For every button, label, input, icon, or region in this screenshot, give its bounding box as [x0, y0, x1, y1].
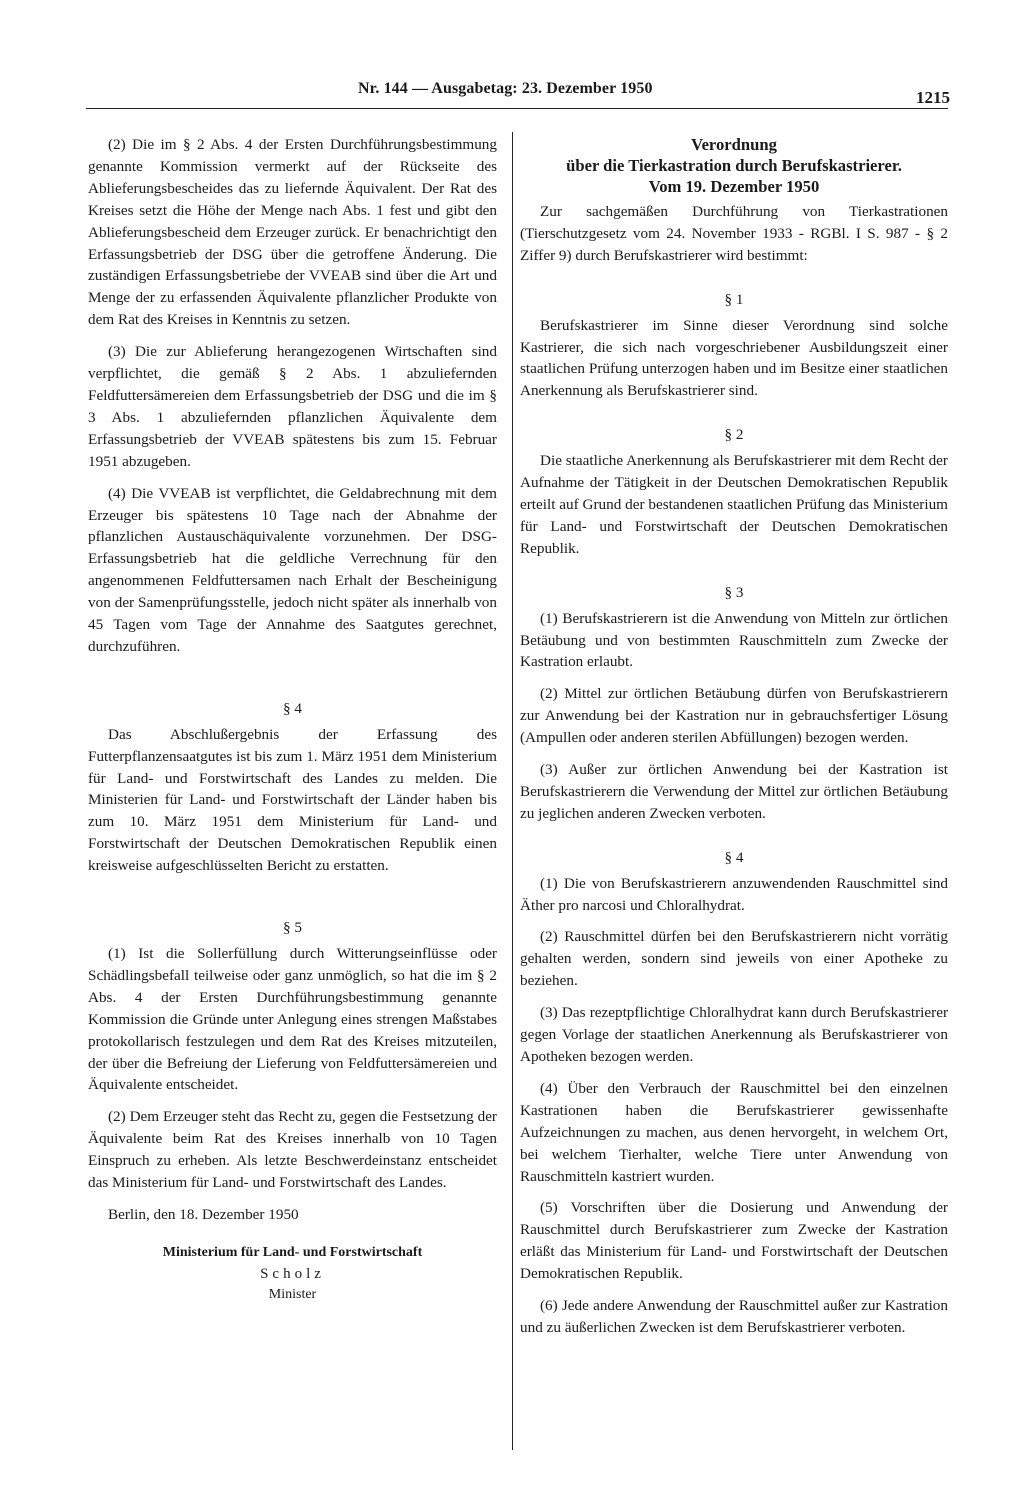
signature-role: Minister — [268, 1286, 317, 1302]
paragraph: (3) Die zur Ablieferung herangezogenen Wirtschaften sind verpflichtet, die gemäß § 2 Abs. 1 abzuliefernden Feldfuttersämereien dem Erfassungsbetrieb der DSG und die im § 3 Abs. 1 abzuliefernden pflanzlichen Äquivalente dem Erfassungsbetrieb der VVEAB spätestens bis zum 15. Februar 1951 abzugeben. — [88, 343, 497, 470]
signature-organization: Ministerium für Land- und Forstwirtschaft — [162, 1244, 423, 1260]
section-heading: § 5 — [283, 919, 302, 937]
paragraph: (2) Rauschmittel dürfen bei den Berufskastrierern nicht vorrätig gehalten werden, sondern sind jeweils von einer Apotheke zu beziehen. — [520, 928, 948, 990]
paragraph: Berufskastrierer im Sinne dieser Verordnung sind solche Kastrierer, die sich nach vorgeschriebener Ausbildungszeit einer staatlichen Prüfung unterzogen haben und im Besitze einer staatlichen Anerkennung als Berufskastrierer sind. — [520, 316, 948, 400]
paragraph: Das Abschlußergebnis der Erfassung des Futterpflanzensaatgutes ist bis zum 1. März 1951 dem Ministerium für Land- und Forstwirtschaft des Landes zu melden. Die Ministerien für Land- und Forstwirtschaft der Länder haben bis zum 10. März 1951 dem Ministerium für Land- und Forstwirtschaft der Deutschen Demokratischen Republik einen kreisweise aufgeschlüsselten Bericht zu erstatten. — [88, 725, 497, 875]
signature-name: Scholz — [260, 1265, 325, 1282]
paragraph: Die staatliche Anerkennung als Berufskastrierer mit dem Recht der Aufnahme der Tätigkeit in der Deutschen Demokratischen Republik erteilt auf Grund der bestandenen staatlichen Prüfung das Ministerium für Land- und Forstwirtschaft der Deutschen Demokratischen Republik. — [520, 452, 948, 557]
paragraph: (3) Außer zur örtlichen Anwendung bei der Kastration ist Berufskastrierern die Verwendung der Mittel zur örtlichen Betäubung zu jeglichen anderen Zwecken verboten. — [520, 761, 948, 822]
ordinance-title: Verordnung — [691, 135, 777, 154]
section-heading: § 4 — [283, 699, 302, 717]
paragraph: Zur sachgemäßen Durchführung von Tierkastrationen (Tierschutzgesetz vom 24. November 1933 - RGBl. I S. 987 - § 2 Ziffer 9) durch Berufskastrierer wird bestimmt: — [520, 203, 948, 264]
paragraph: (2) Mittel zur örtlichen Betäubung dürfen von Berufskastrierern zur Anwendung bei der Kastration nur in gebrauchsfertiger Lösung (Ampullen oder anderen sterilen Abfüllungen) bezogen werden. — [520, 685, 948, 747]
paragraph: (3) Das rezeptpflichtige Chloralhydrat kann durch Berufskastrierer gegen Vorlage der staatlichen Anerkennung als Berufskastrierer von Apotheken bezogen werden. — [520, 1004, 948, 1065]
paragraph: (4) Über den Verbrauch der Rauschmittel bei den einzelnen Kastrationen haben die Berufskastrierer gewissenhafte Aufzeichnungen zu machen, aus denen hervorgeht, in welchem Ort, bei welchem Tierhalter, welche Tiere unter Anwendung von Rauschmitteln kastriert wurden. — [520, 1079, 948, 1185]
section-heading: § 2 — [724, 426, 744, 444]
paragraph: (1) Berufskastrierern ist die Anwendung von Mitteln zur örtlichen Betäubung und von bestimmten Rauschmitteln zum Zwecke der Kastration erlaubt. — [520, 609, 948, 671]
paragraph: (6) Jede andere Anwendung der Rauschmittel außer zur Kastration und zu äußerlichen Zwecken ist dem Berufskastrierer verboten. — [520, 1297, 948, 1336]
paragraph: (1) Die von Berufskastrierern anzuwendenden Rauschmittel sind Äther pro narcosi und Chloralhydrat. — [520, 874, 948, 914]
paragraph: (5) Vorschriften über die Dosierung und Anwendung der Rauschmittel durch Berufskastrierer zum Zwecke der Kastration erläßt das Ministerium für Land- und Forstwirtschaft der Deutschen Demokratischen Republik. — [520, 1199, 948, 1283]
column-divider — [512, 132, 513, 1450]
paragraph: (1) Ist die Sollerfüllung durch Witterungseinflüsse oder Schädlingsbefall teilweise oder ganz unmöglich, so hat die im § 2 Abs. 4 der Ersten Durchführungsbestimmung genannte Kommission die Gründe unter Anlegung eines strengen Maßstabes protokollarisch festzulegen und dem Rat des Kreises mitzuteilen, der über die Befreiung der Lieferung von Feldfuttersämereien und Äquivalente entscheidet. — [88, 945, 497, 1094]
paragraph: (4) Die VVEAB ist verpflichtet, die Geldabrechnung mit dem Erzeuger bis spätestens 10 Tage nach der Abnahme der pflanzlichen Austauschäquivalente vorzunehmen. Der DSG-Erfassungsbetrieb hat die geldliche Verrechnung für den angenommenen Feldfuttersamen nach Erhalt der Bescheinigung von der Samenprüfungsstelle, jedoch nicht später als innerhalb von 45 Tagen vom Tage der Annahme des Saatgutes gerechnet, durchzuführen. — [88, 484, 497, 655]
section-heading: § 1 — [724, 290, 744, 308]
section-heading: § 4 — [724, 848, 744, 866]
section-heading: § 3 — [724, 583, 744, 601]
signature-date: Berlin, den 18. Dezember 1950 — [108, 1205, 299, 1223]
header-rule — [86, 108, 948, 109]
left-column — [88, 134, 497, 1304]
issue-line: Nr. 144 — Ausgabetag: 23. Dezember 1950 — [358, 80, 653, 97]
paragraph: (2) Die im § 2 Abs. 4 der Ersten Durchführungsbestimmung genannte Kommission vermerkt auf der Rückseite des Ablieferungsbescheides das zu liefernde Äquivalent. Der Rat des Kreises setzt die Höhe der Menge nach Abs. 1 fest und gibt den Ablieferungsbescheid dem Erzeuger zurück. Er benachrichtigt den Erfassungsbetrieb der DSG über die getroffene Änderung. Die zuständigen Erfassungsbetriebe der VVEAB sind über die Art und Menge der zu erfassenden Äquivalente pflanzlicher Produkte von dem Rat des Kreises in Kenntnis zu setzen. — [88, 136, 497, 329]
ordinance-subtitle: über die Tierkastration durch Berufskastrierer. — [566, 156, 902, 175]
page-header — [88, 80, 950, 107]
paragraph: (2) Dem Erzeuger steht das Recht zu, gegen die Festsetzung der Äquivalente beim Rat des Kreises innerhalb von 10 Tagen Einspruch zu erheben. Als letzte Beschwerdeinstanz entscheidet das Ministerium für Land- und Forstwirtschaft des Landes. — [88, 1108, 497, 1192]
right-column — [520, 134, 948, 1349]
ordinance-date: Vom 19. Dezember 1950 — [648, 177, 820, 196]
page-number: 1215 — [916, 88, 950, 107]
